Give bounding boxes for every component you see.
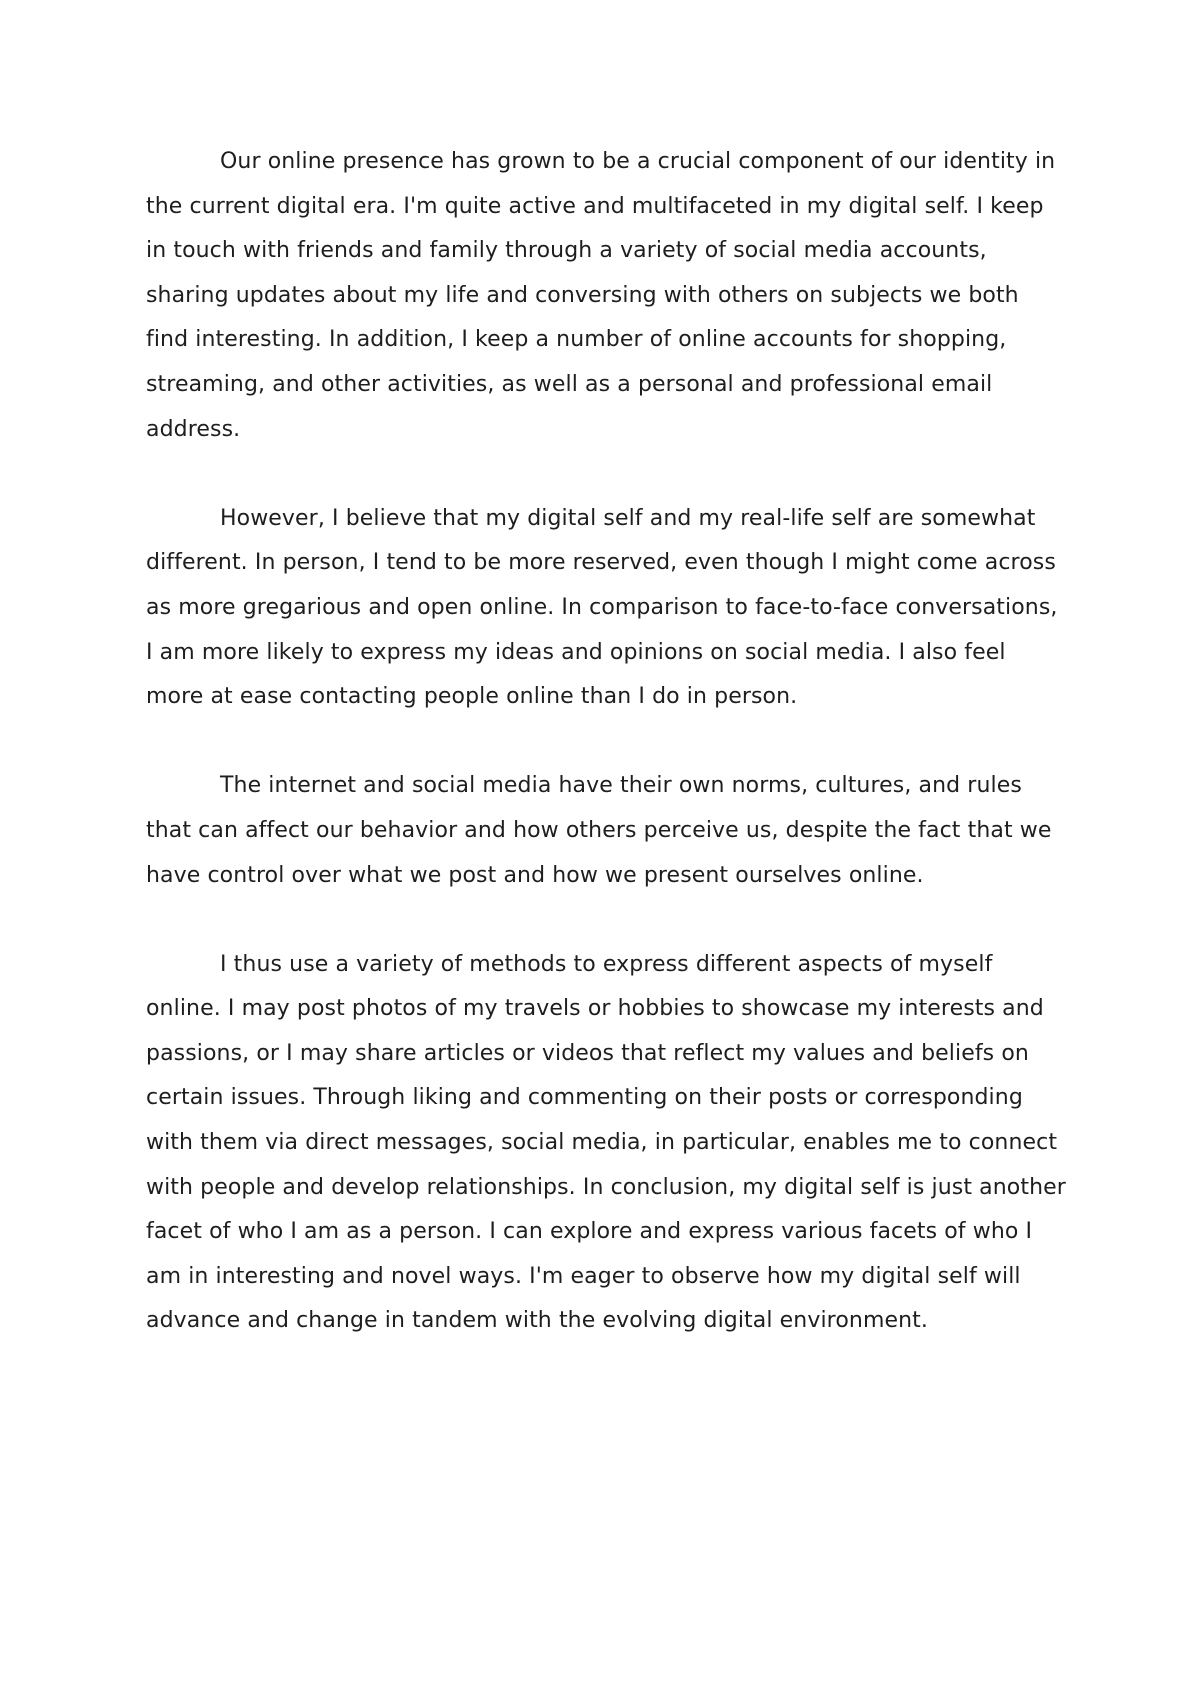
document-body [146,140,1066,1389]
paragraph: I thus use a variety of methods to express different aspects of myself online. I may post photos of my travels or hobbies to showcase my interests and passions, or I may share articles or videos that reflect my values and beliefs on certain issues. Through liking and commenting on their posts or corresponding with them via direct messages, social media, in particular, enables me to connect with people and develop relationships. In conclusion, my digital self is just another facet of who I am as a person. I can explore and express various facets of who I am in interesting and novel ways. I'm eager to observe how my digital self will advance and change in tandem with the evolving digital environment. [146,951,1066,1334]
paragraph: However, I believe that my digital self and my real-life self are somewhat different. In person, I tend to be more reserved, even though I might come across as more gregarious and open online. In comparison to face-to-face conversations, I am more likely to express my ideas and opinions on social media. I also feel more at ease contacting people online than I do in person. [146,505,1058,710]
paragraph: Our online presence has grown to be a crucial component of our identity in the current digital era. I'm quite active and multifaceted in my digital self. I keep in touch with friends and family through a variety of social media accounts, sharing updates about my life and conversing with others on subjects we both find interesting. In addition, I keep a number of online accounts for shopping, streaming, and other activities, as well as a personal and professional email address. [146,149,1056,442]
paragraph: The internet and social media have their own norms, cultures, and rules that can affect our behavior and how others perceive us, despite the fact that we have control over what we post and how we present ourselves online. [146,773,1052,888]
